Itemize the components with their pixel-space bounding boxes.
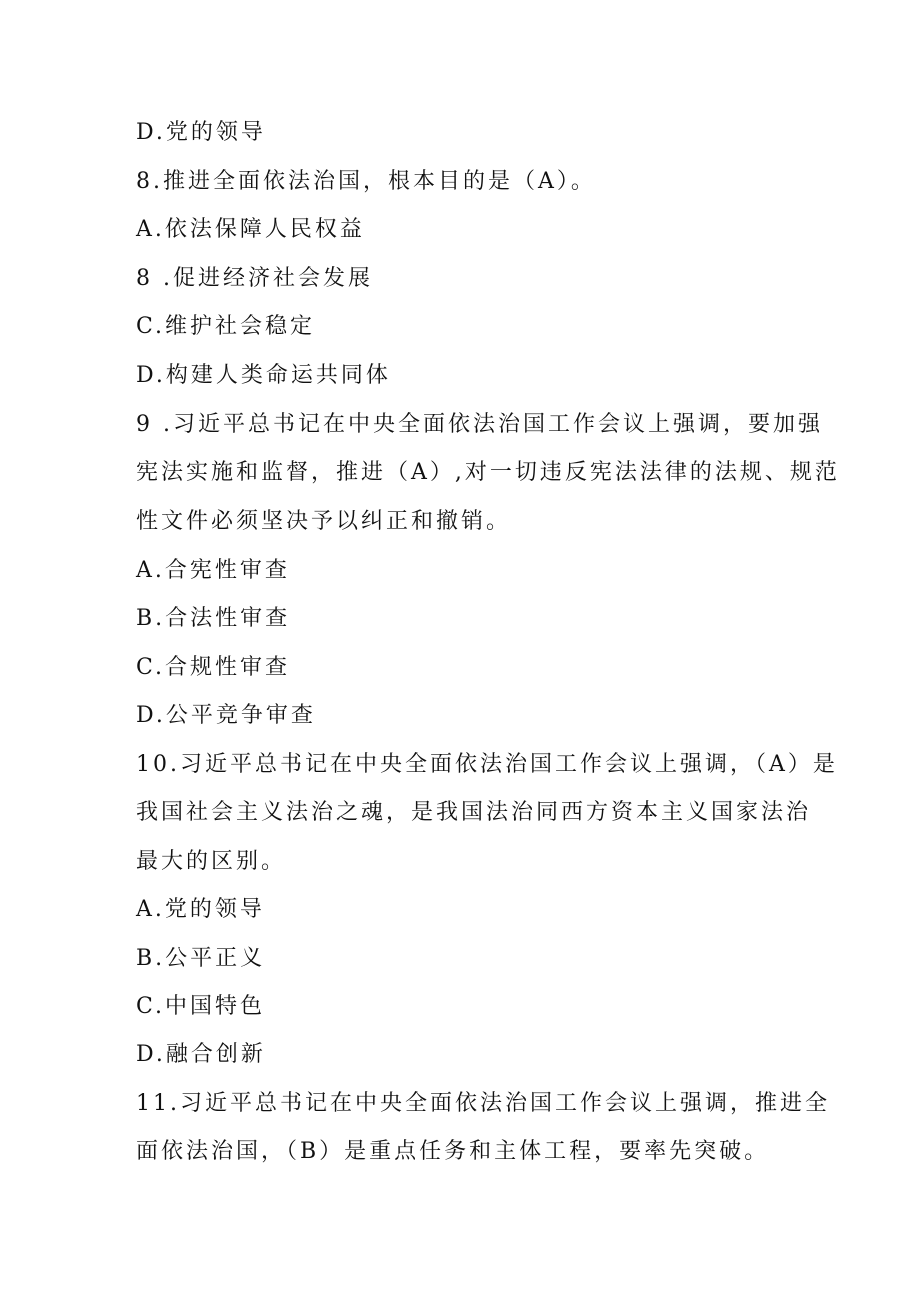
option-d-shared-future: D.构建人类命运共同体	[136, 363, 391, 388]
question-9-line-1: 9 .习近平总书记在中央全面依法治国工作会议上强调，要加强	[136, 412, 823, 437]
option-c-compliance-review: C.合规性审查	[136, 655, 291, 680]
option-b-fairness-justice: B.公平正义	[136, 946, 266, 971]
option-b-economic-development: 8 .促进经济社会发展	[136, 266, 373, 291]
question-9-line-3: 性文件必须坚决予以纠正和撤销。	[136, 509, 512, 534]
option-c-social-stability: C.维护社会稳定	[136, 314, 316, 339]
option-a-party-leadership: A.党的领导	[136, 897, 265, 922]
question-10-line-3: 最大的区别。	[136, 849, 287, 874]
question-8: 8.推进全面依法治国，根本目的是（A）。	[136, 169, 596, 194]
option-d-party-leadership: D.党的领导	[136, 120, 266, 145]
option-c-chinese-characteristics: C.中国特色	[136, 994, 266, 1019]
question-11-line-2: 面依法治国，（B）是重点任务和主体工程，要率先突破。	[136, 1139, 770, 1164]
question-11-line-1: 11.习近平总书记在中央全面依法治国工作会议上强调，推进全	[136, 1091, 830, 1116]
option-a-people-rights: A.依法保障人民权益	[136, 217, 365, 242]
option-d-fair-competition-review: D.公平竞争审查	[136, 703, 316, 728]
option-b-legality-review: B.合法性审查	[136, 606, 291, 631]
question-9-line-2: 宪法实施和监督，推进（A）,对一切违反宪法法律的法规、规范	[136, 460, 840, 485]
question-10-line-2: 我国社会主义法治之魂，是我国法治同西方资本主义国家法治	[136, 800, 812, 825]
question-10-line-1: 10.习近平总书记在中央全面依法治国工作会议上强调，（A）是	[136, 752, 838, 777]
option-d-integrated-innovation: D.融合创新	[136, 1042, 266, 1067]
option-a-constitutionality-review: A.合宪性审查	[136, 558, 290, 583]
